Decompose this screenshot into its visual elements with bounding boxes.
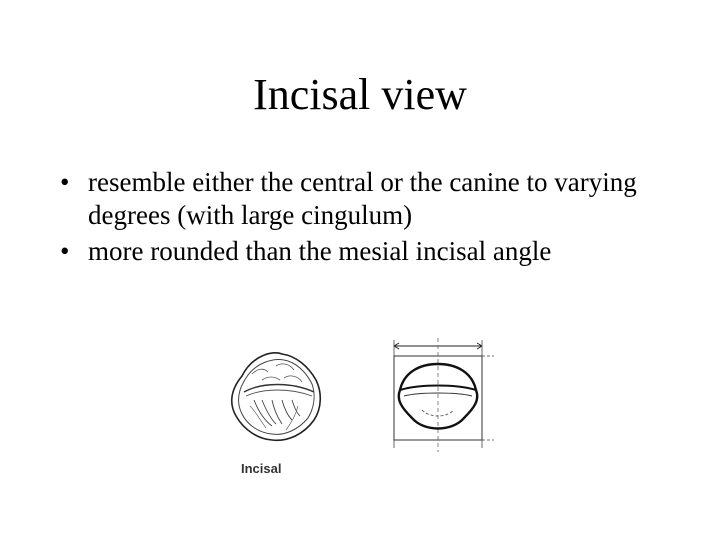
bullet-marker: • xyxy=(60,236,70,266)
figure-caption: Incisal xyxy=(241,461,282,476)
bullet-item-1 xyxy=(60,166,700,232)
bullet-text: more rounded than the mesial incisal angle xyxy=(88,236,552,266)
bullet-marker: • xyxy=(60,167,70,197)
tooth-incisal-drawing xyxy=(222,346,330,446)
tooth-outline-diagram xyxy=(386,338,498,452)
bullet-text: resemble either the central or the canine to varying degrees (with large cingulum) xyxy=(88,167,637,230)
slide-title: Incisal view xyxy=(253,70,467,119)
bullet-item-2 xyxy=(60,235,700,268)
bullet-list xyxy=(60,166,700,271)
